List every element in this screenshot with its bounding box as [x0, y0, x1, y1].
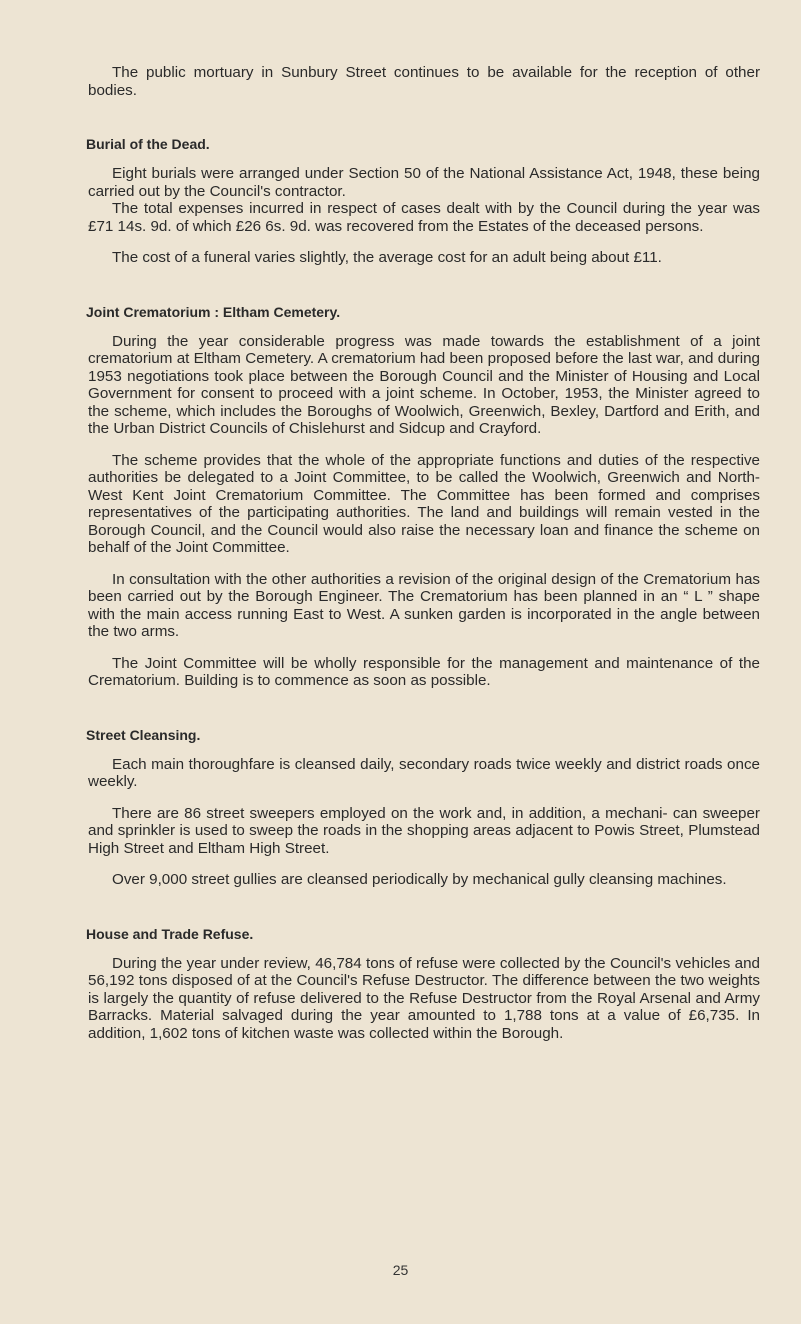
document-page — [88, 64, 760, 1042]
crematorium-heading: Joint Crematorium : Eltham Cemetery. — [86, 303, 341, 320]
crematorium-paragraph-2: The scheme provides that the whole of the appropriate functions and duties of the respective authorities be delegated to a Joint Committee, to be called the Woolwich, Greenwich and North-West Kent Joint Crematorium Committee. The Committee has been formed and comprises representatives of the participating authorities. The land and buildings will remain vested in the Borough Council, and the Council would also raise the necessary loan and finance the scheme on behalf of the Joint Committee. — [88, 451, 760, 556]
crematorium-paragraph-4: The Joint Committee will be wholly responsible for the management and maintenance of the Crematorium. Building is to commence as soon as possible. — [88, 654, 760, 689]
refuse-heading: House and Trade Refuse. — [86, 925, 254, 942]
mortuary-paragraph: The public mortuary in Sunbury Street continues to be available for the reception of other bodies. — [88, 64, 760, 99]
street-cleansing-heading: Street Cleansing. — [86, 726, 201, 743]
street-cleansing-paragraph-1: Each main thoroughfare is cleansed daily, secondary roads twice weekly and district roads once weekly. — [88, 755, 760, 790]
burial-heading: Burial of the Dead. — [86, 136, 210, 152]
page-number: 25 — [392, 1262, 409, 1278]
refuse-paragraph-1: During the year under review, 46,784 tons of refuse were collected by the Council's vehicles and 56,192 tons disposed of at the Council's Refuse Destructor. The difference between the two weights is largely the quantity of refuse delivered to the Refuse Destructor from the Royal Arsenal and Army Barracks. Material salvaged during the year amounted to 1,788 tons at a value of £6,735. In addition, 1,602 tons of kitchen waste was collected within the Borough. — [88, 954, 760, 1042]
street-cleansing-paragraph-2: There are 86 street sweepers employed on the work and, in addition, a mechani- can sweeper and sprinkler is used to sweep the roads in the shopping areas adjacent to Powis Street, Plumstead High Street and Eltham High Street. — [88, 804, 760, 857]
crematorium-paragraph-1: During the year considerable progress was made towards the establishment of a joint crematorium at Eltham Cemetery. A crematorium had been proposed before the last war, and during 1953 negotiations took place between the Borough Council and the Minister of Housing and Local Government for consent to proceed with a joint scheme. In October, 1953, the Minister agreed to the scheme, which includes the Boroughs of Woolwich, Greenwich, Bexley, Dartford and Erith, and the Urban District Councils of Chislehurst and Sidcup and Crayford. — [88, 332, 760, 437]
crematorium-paragraph-3: In consultation with the other authorities a revision of the original design of the Crematorium has been carried out by the Borough Engineer. The Crematorium has been planned in an “ L ” shape with the main access running East to West. A sunken garden is incorporated in the angle between the two arms. — [88, 570, 760, 640]
burial-paragraph-1: Eight burials were arranged under Section 50 of the National Assistance Act, 1948, these being carried out by the Council's contractor. — [88, 165, 760, 200]
street-cleansing-paragraph-3: Over 9,000 street gullies are cleansed periodically by mechanical gully cleansing machines. — [112, 871, 727, 888]
burial-paragraph-3: The cost of a funeral varies slightly, the average cost for an adult being about £11. — [112, 249, 662, 266]
burial-paragraph-2: The total expenses incurred in respect of cases dealt with by the Council during the year was £71 14s. 9d. of which £26 6s. 9d. was recovered from the Estates of the deceased persons. — [88, 200, 760, 235]
